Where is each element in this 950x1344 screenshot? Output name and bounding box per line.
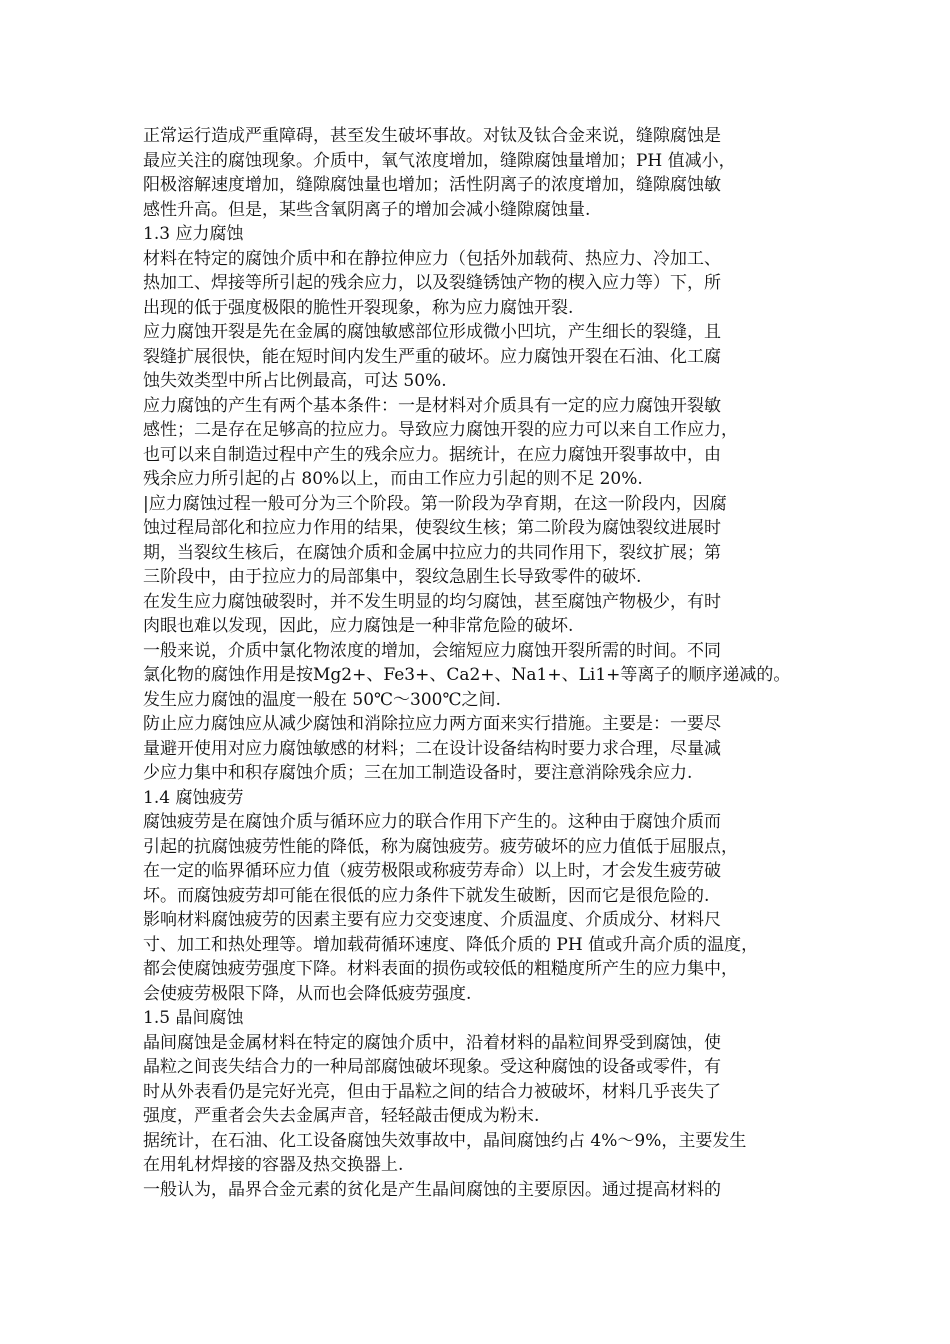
text-line: 阳极溶解速度增加，缝隙腐蚀量也增加；活性阴离子的浓度增加，缝隙腐蚀敏 bbox=[143, 175, 721, 195]
text-line: 蚀过程局部化和拉应力作用的结果，使裂纹生核；第二阶段为腐蚀裂纹进展时 bbox=[143, 518, 721, 538]
text-line: 时从外表看仍是完好光亮，但由于晶粒之间的结合力被破坏，材料几乎丧失了 bbox=[143, 1081, 721, 1102]
text-line: 感性；二是存在足够高的拉应力。导致应力腐蚀开裂的应力可以来自工作应力， bbox=[143, 420, 738, 440]
section-heading: 1.4 腐蚀疲劳 bbox=[143, 787, 244, 808]
text-line: 在发生应力腐蚀破裂时，并不发生明显的均匀腐蚀，甚至腐蚀产物极少，有时 bbox=[143, 591, 721, 612]
text-line: 一般认为，晶界合金元素的贫化是产生晶间腐蚀的主要原因。通过提高材料的 bbox=[143, 1179, 721, 1200]
text-line: 蚀失效类型中所占比例最高，可达 50%. bbox=[143, 371, 447, 391]
document-body bbox=[143, 124, 823, 1202]
text-line: 在一定的临界循环应力值（疲劳极限或称疲劳寿命）以上时，才会发生疲劳破 bbox=[143, 861, 721, 881]
section-heading: 1.3 应力腐蚀 bbox=[143, 224, 244, 244]
text-line: 晶间腐蚀是金属材料在特定的腐蚀介质中，沿着材料的晶粒间界受到腐蚀，使 bbox=[143, 1032, 721, 1053]
text-line: 晶粒之间丧失结合力的一种局部腐蚀破坏现象。受这种腐蚀的设备或零件，有 bbox=[143, 1057, 721, 1077]
text-line: 出现的低于强度极限的脆性开裂现象，称为应力腐蚀开裂. bbox=[143, 297, 574, 318]
text-line: 也可以来自制造过程中产生的残余应力。据统计，在应力腐蚀开裂事故中，由 bbox=[143, 444, 721, 465]
text-line: 寸、加工和热处理等。增加载荷循环速度、降低介质的 PH 值或升高介质的温度， bbox=[143, 934, 759, 955]
text-line: 肉眼也难以发现，因此，应力腐蚀是一种非常危险的破坏. bbox=[143, 616, 574, 636]
text-line: 据统计，在石油、化工设备腐蚀失效事故中，晶间腐蚀约占 4%～9%，主要发生 bbox=[143, 1130, 747, 1151]
text-line: 在用轧材焊接的容器及热交换器上. bbox=[143, 1155, 404, 1175]
text-line: 材料在特定的腐蚀介质中和在静拉伸应力（包括外加载荷、热应力、冷加工、 bbox=[143, 248, 721, 269]
text-line: 应力腐蚀开裂是先在金属的腐蚀敏感部位形成微小凹坑，产生细长的裂缝，且 bbox=[143, 322, 721, 342]
text-line: |应力腐蚀过程一般可分为三个阶段。第一阶段为孕育期，在这一阶段内，因腐 bbox=[143, 493, 727, 514]
text-line: 残余应力所引起的占 80%以上，而由工作应力引起的则不足 20%. bbox=[143, 469, 643, 489]
text-line: 量避开使用对应力腐蚀敏感的材料；二在设计设备结构时要力求合理，尽量减 bbox=[143, 738, 721, 759]
text-line: 引起的抗腐蚀疲劳性能的降低，称为腐蚀疲劳。疲劳破坏的应力值低于屈服点， bbox=[143, 836, 738, 857]
text-line: 感性升高。但是，某些含氧阴离子的增加会减小缝隙腐蚀量. bbox=[143, 199, 591, 220]
text-line: 都会使腐蚀疲劳强度下降。材料表面的损伤或较低的粗糙度所产生的应力集中， bbox=[143, 959, 738, 979]
text-line: 期，当裂纹生核后，在腐蚀介质和金属中拉应力的共同作用下，裂纹扩展；第 bbox=[143, 542, 721, 563]
text-line: 一般来说，介质中氯化物浓度的增加，会缩短应力腐蚀开裂所需的时间。不同 bbox=[143, 640, 721, 661]
text-line: 会使疲劳极限下降，从而也会降低疲劳强度. bbox=[143, 983, 472, 1004]
section-heading: 1.5 晶间腐蚀 bbox=[143, 1008, 244, 1028]
text-line: 正常运行造成严重障碍，甚至发生破坏事故。对钛及钛合金来说，缝隙腐蚀是 bbox=[143, 126, 721, 146]
text-line: 强度，严重者会失去金属声音，轻轻敲击便成为粉末. bbox=[143, 1106, 540, 1126]
text-line: 裂缝扩展很快，能在短时间内发生严重的破坏。应力腐蚀开裂在石油、化工腐 bbox=[143, 346, 721, 367]
text-line: 防止应力腐蚀应从减少腐蚀和消除拉应力两方面来实行措施。主要是：一要尽 bbox=[143, 714, 721, 734]
text-line: 热加工、焊接等所引起的残余应力，以及裂缝锈蚀产物的楔入应力等）下，所 bbox=[143, 273, 721, 293]
text-line: 腐蚀疲劳是在腐蚀介质与循环应力的联合作用下产生的。这种由于腐蚀介质而 bbox=[143, 812, 721, 832]
text-line: 少应力集中和积存腐蚀介质；三在加工制造设备时，要注意消除残余应力. bbox=[143, 763, 693, 783]
text-line: 三阶段中，由于拉应力的局部集中，裂纹急剧生长导致零件的破坏. bbox=[143, 567, 642, 587]
text-line: 坏。而腐蚀疲劳却可能在很低的应力条件下就发生破断，因而它是很危险的. bbox=[143, 885, 710, 906]
text-line: 应力腐蚀的产生有两个基本条件：一是材料对介质具有一定的应力腐蚀开裂敏 bbox=[143, 395, 721, 416]
text-line: 氯化物的腐蚀作用是按Mg2+、Fe3+、Ca2+、Na1+、Li1+等离子的顺序递减的。 bbox=[143, 665, 791, 685]
text-line: 最应关注的腐蚀现象。介质中，氧气浓度增加，缝隙腐蚀量增加；PH 值减小， bbox=[143, 150, 736, 171]
text-line: 影响材料腐蚀疲劳的因素主要有应力交变速度、介质温度、介质成分、材料尺 bbox=[143, 910, 721, 930]
text-line: 发生应力腐蚀的温度一般在 50℃～300℃之间. bbox=[143, 689, 501, 710]
